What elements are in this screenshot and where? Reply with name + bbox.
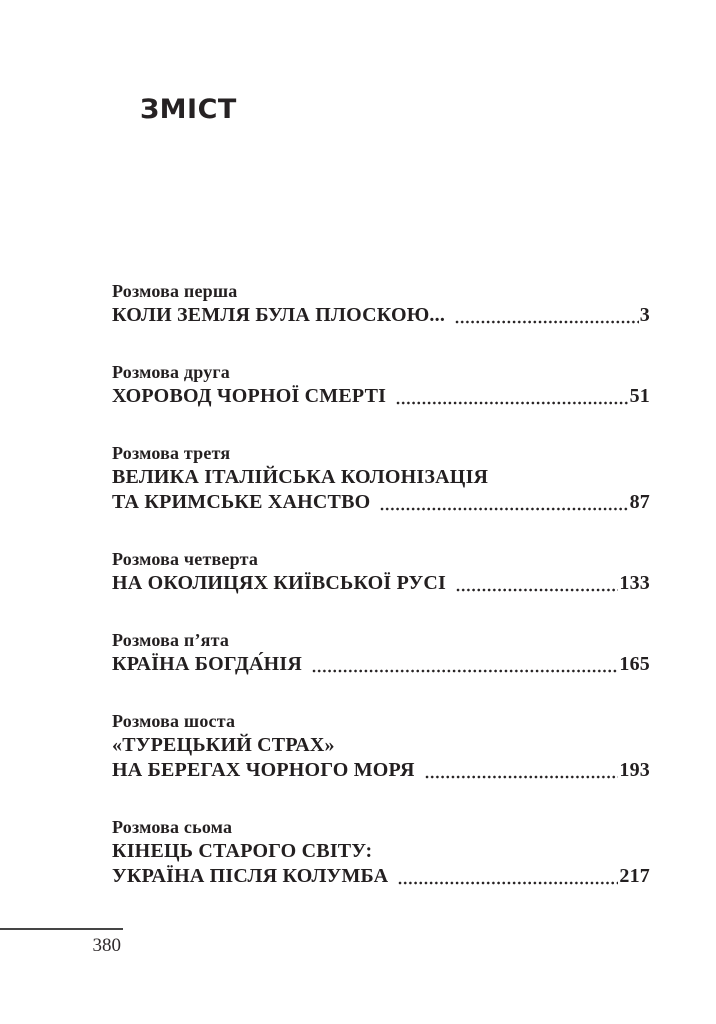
toc-entry-part-label: Розмова шоста <box>112 711 236 731</box>
toc-entry-page-number: 133 <box>619 572 650 594</box>
toc-entry-title-line <box>112 571 650 596</box>
toc-entry-title-line <box>112 384 650 409</box>
toc-entry-title: ХОРОВОД ЧОРНОЇ СМЕРТІ <box>112 385 387 407</box>
dotted-leader <box>398 881 618 885</box>
toc-entry-title-line <box>112 864 650 889</box>
toc-entry-title: КРАЇНА БОГДА́НІЯ <box>112 653 302 675</box>
toc-entry-title-line <box>112 652 650 677</box>
toc-entry-title: УКРАЇНА ПІСЛЯ КОЛУМБА <box>112 865 389 887</box>
toc-entry-title-line <box>112 758 650 783</box>
toc-entry <box>112 548 650 596</box>
toc-entry-page-number: 165 <box>619 653 650 675</box>
table-of-contents <box>112 280 650 922</box>
dotted-leader <box>380 507 628 511</box>
toc-entry <box>112 710 650 783</box>
toc-entry-page-number: 87 <box>629 491 650 513</box>
toc-entry-title: КОЛИ ЗЕМЛЯ БУЛА ПЛОСКОЮ... <box>112 304 446 326</box>
toc-entry-page-number: 217 <box>619 865 650 887</box>
toc-entry <box>112 361 650 409</box>
toc-entry-part-label: Розмова четверта <box>112 549 259 569</box>
toc-entry <box>112 442 650 515</box>
toc-entry-part-label: Розмова перша <box>112 281 238 301</box>
page-footer <box>0 928 123 957</box>
toc-entry-title: ВЕЛИКА ІТАЛІЙСЬКА КОЛОНІЗАЦІЯ <box>112 466 489 488</box>
toc-entry-title: НА ОКОЛИЦЯХ КИЇВСЬКОЇ РУСІ <box>112 572 447 594</box>
dotted-leader <box>396 401 629 405</box>
toc-entry-title: КІНЕЦЬ СТАРОГО СВІТУ: <box>112 840 373 862</box>
dotted-leader <box>312 669 618 673</box>
toc-entry <box>112 629 650 677</box>
toc-entry-page-number: 193 <box>619 759 650 781</box>
toc-entry-title-line <box>112 490 650 515</box>
toc-entry-part-label: Розмова третя <box>112 443 231 463</box>
footer-rule <box>0 928 123 930</box>
toc-entry-part-label: Розмова п’ята <box>112 630 230 650</box>
toc-entry <box>112 280 650 328</box>
toc-entry-title: ТА КРИМСЬКЕ ХАНСТВО <box>112 491 371 513</box>
toc-entry <box>112 816 650 889</box>
toc-entry-part-label: Розмова сьома <box>112 817 233 837</box>
page-title: ЗМІСТ <box>140 94 237 125</box>
toc-entry-title: «ТУРЕЦЬКИЙ СТРАХ» <box>112 734 335 756</box>
dotted-leader <box>456 588 618 592</box>
toc-entry-title-line <box>112 303 650 328</box>
page-number: 380 <box>92 935 121 956</box>
toc-entry-part-label: Розмова друга <box>112 362 230 382</box>
dotted-leader <box>425 775 619 779</box>
toc-entry-title: НА БЕРЕГАХ ЧОРНОГО МОРЯ <box>112 759 415 781</box>
dotted-leader <box>455 320 639 324</box>
toc-entry-page-number: 3 <box>639 304 650 326</box>
toc-entry-page-number: 51 <box>629 385 650 407</box>
